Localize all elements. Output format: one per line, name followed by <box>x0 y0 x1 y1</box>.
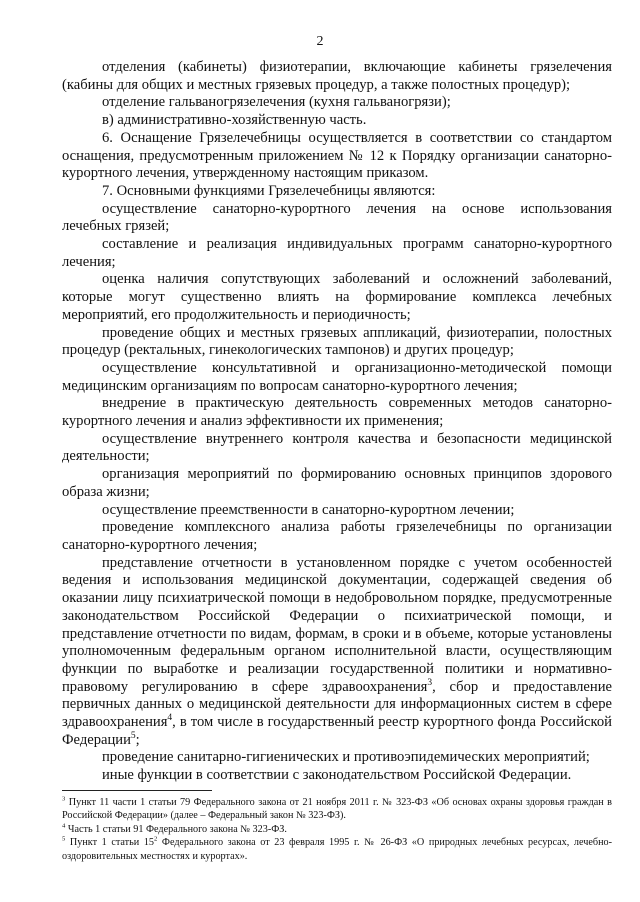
reporting-text: , сбор и предоставление первичных данных о медицинской деятельности для информационных систем в сфере здравоохранения <box>62 678 612 731</box>
paragraph: внедрение в практическую деятельность современных методов санаторно-курортного лечения и анализ эффективности их применения; <box>62 395 612 430</box>
footnote-5 <box>62 836 612 863</box>
footnote-4 <box>62 823 612 836</box>
footnote-text: Пункт 11 части 1 статьи 79 Федерального закона от 21 ноября 2011 г. № 323-ФЗ «Об основах охраны здоровья граждан в Российской Федерации» (далее – Федеральный закон № 323-ФЗ). <box>62 797 612 822</box>
footnote-ref: 3 <box>427 677 433 688</box>
paragraph: отделения (кабинеты) физиотерапии, включающие кабинеты грязелечения (кабины для общих и местных грязевых процедур, а также полостных процедур); <box>62 59 612 93</box>
footnote-mark: 4 <box>62 822 66 830</box>
footnote-3 <box>62 796 612 823</box>
footnote-ref: 5 <box>130 730 136 741</box>
footnote-text: Часть 1 статьи 91 Федерального закона № 323-ФЗ. <box>65 823 287 835</box>
paragraph: иные функции в соответствии с законодательством Российской Федерации. <box>102 767 572 784</box>
footnote-ref: 4 <box>167 713 173 724</box>
paragraph: составление и реализация индивидуальных программ санаторно-курортного лечения; <box>62 236 612 270</box>
footnote-mark: 5 <box>62 835 66 843</box>
paragraph: осуществление консультативной и организационно-методической помощи медицинским организациям по вопросам санаторно-курортного лечения; <box>62 359 612 394</box>
paragraph: проведение комплексного анализа работы грязелечебницы по организации санаторно-курортного лечения; <box>62 519 612 553</box>
reporting-text: представление отчетности в установленном порядке с учетом особенностей ведения и использования медицинской документации, содержащей сведения об оказании лицу психиатрической помощи в недобровольном порядке, предусмотренные законодательством Российской Федерации о психиатрической помощи, и представление отчетности по видам, формам, в сроки и в объеме, которые установлены уполномоченным федеральным органом исполнительной власти, осуществляющим функции по выработке и реализации государственной политики и нормативно-правовому регулированию в сфере здравоохранения <box>62 554 612 695</box>
reporting-text: , в том числе в государственный реестр курортного фонда Российской Федерации <box>62 714 612 748</box>
paragraph: организация мероприятий по формированию основных принципов здорового образа жизни; <box>62 466 612 500</box>
paragraph: осуществление преемственности в санаторно-курортном лечении; <box>102 501 515 518</box>
page-number: 2 <box>316 34 324 49</box>
footnote-text: Федерального закона от 23 февраля 1995 г. № 26-ФЗ «О природных лечебных ресурсах, лечебно-оздоровительных местностях и курортах». <box>62 837 613 862</box>
paragraph: проведение санитарно-гигиенических и противоэпидемических мероприятий; <box>102 749 590 766</box>
paragraph: 6. Оснащение Грязелечебницы осуществляется в соответствии со стандартом оснащения, предусмотренным приложением № 12 к Порядку организации санаторно-курортного лечения, утвержденному настоящим приказом. <box>62 129 612 182</box>
reporting-paragraph <box>62 555 612 750</box>
paragraph: проведение общих и местных грязевых аппликаций, физиотерапии, полостных процедур (ректальных, гинекологических тампонов) и других процедур; <box>62 324 612 359</box>
footnotes <box>62 796 612 863</box>
footnote-text: Пункт 1 статьи 15 <box>65 837 155 849</box>
footnote-divider <box>62 790 212 791</box>
paragraph: 7. Основными функциями Грязелечебницы являются: <box>102 182 436 199</box>
document-body <box>62 59 612 785</box>
paragraph: оценка наличия сопутствующих заболеваний и осложнений заболеваний, которые могут существенно влиять на формирование комплекса лечебных мероприятий, его продолжительность и периодичность; <box>62 271 612 323</box>
footnote-mark: 3 <box>62 795 66 803</box>
reporting-text: ; <box>135 731 140 748</box>
paragraph: в) административно-хозяйственную часть. <box>102 112 367 129</box>
paragraph: осуществление санаторно-курортного лечения на основе использования лечебных грязей; <box>62 200 612 235</box>
paragraph: отделение гальваногрязелечения (кухня гальваногрязи); <box>102 94 451 111</box>
footnote-superscript: 2 <box>154 835 158 843</box>
paragraph: осуществление внутреннего контроля качества и безопасности медицинской деятельности; <box>62 430 612 465</box>
